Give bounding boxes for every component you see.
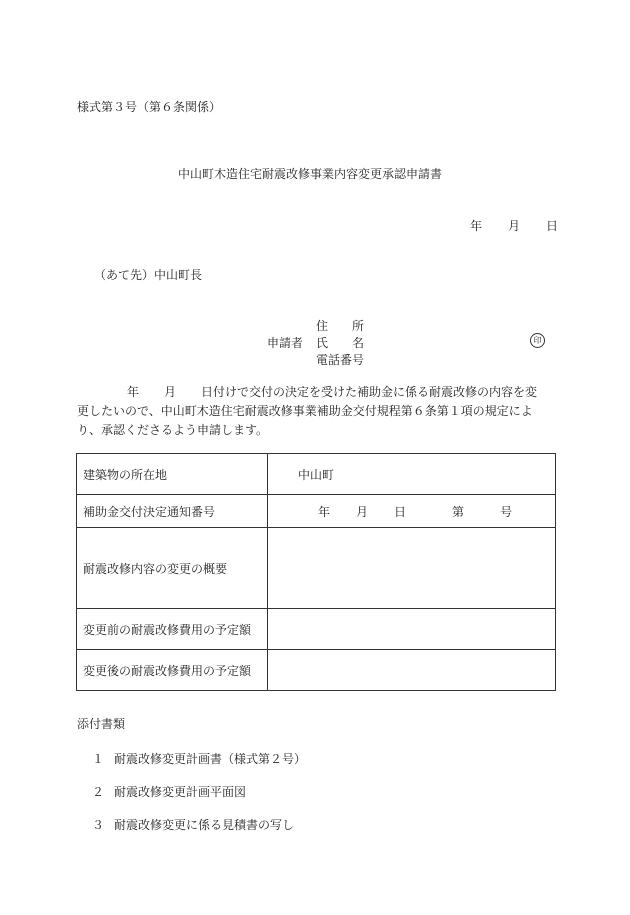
document-title: 中山町木造住宅耐震改修事業内容変更承認申請書 [178,167,443,181]
attachment-number: ３ [92,818,105,832]
change-summary-value[interactable] [268,528,556,609]
body-paragraph [77,383,559,440]
date-year: 年 [470,219,483,233]
notice-go: 号 [500,504,513,519]
notice-number-label: 補助金交付決定通知番号 [77,495,268,528]
body-line2: 更したいので、中山町木造住宅耐震改修事業補助金交付規程第６条第１項の規定によ [77,404,533,418]
table-row [77,454,556,495]
attachments-title: 添付書類 [77,717,126,731]
table-row [77,528,556,609]
notice-month: 月 [356,504,369,519]
location-label: 建築物の所在地 [77,454,268,495]
cost-after-label: 変更後の耐震改修費用の予定額 [77,650,268,691]
application-table [76,453,556,691]
body-line1: 日付けで交付の決定を受けた補助金に係る耐震改修の内容を変 [201,385,538,399]
notice-dai: 第 [452,504,465,519]
cost-after-value[interactable] [268,650,556,691]
list-item [92,750,306,767]
date-line [470,217,558,234]
seal-mark: 印 [530,333,545,348]
body-year: 年 [127,385,140,399]
body-month: 月 [164,385,177,399]
table-row [77,650,556,691]
table-row [77,495,556,528]
cost-before-value[interactable] [268,609,556,650]
table-row [77,609,556,650]
change-summary-label: 耐震改修内容の変更の概要 [77,528,268,609]
notice-year: 年 [318,504,331,519]
location-value[interactable]: 中山町 [268,454,556,495]
list-item [92,816,294,833]
attachment-text: 耐震改修変更計画平面図 [114,785,247,799]
attachment-text: 耐震改修変更計画書（様式第２号） [114,752,307,766]
recipient: （あて先）中山町長 [94,268,203,282]
form-number: 様式第３号（第６条関係） [77,100,222,114]
body-line3: り、承認くださるよう申請します。 [77,423,269,437]
address-label: 住 所 [316,319,365,333]
notice-number-value[interactable] [268,495,556,528]
attachment-number: ２ [92,785,105,799]
notice-day: 日 [394,504,407,519]
date-month: 月 [508,219,521,233]
phone-label: 電話番号 [316,353,365,367]
name-label: 氏 名 [316,336,365,350]
cost-before-label: 変更前の耐震改修費用の予定額 [77,609,268,650]
date-day: 日 [546,219,559,233]
applicant-label: 申請者 [267,336,304,350]
list-item [92,783,246,800]
attachment-text: 耐震改修変更に係る見積書の写し [114,818,295,832]
attachment-number: １ [92,752,105,766]
